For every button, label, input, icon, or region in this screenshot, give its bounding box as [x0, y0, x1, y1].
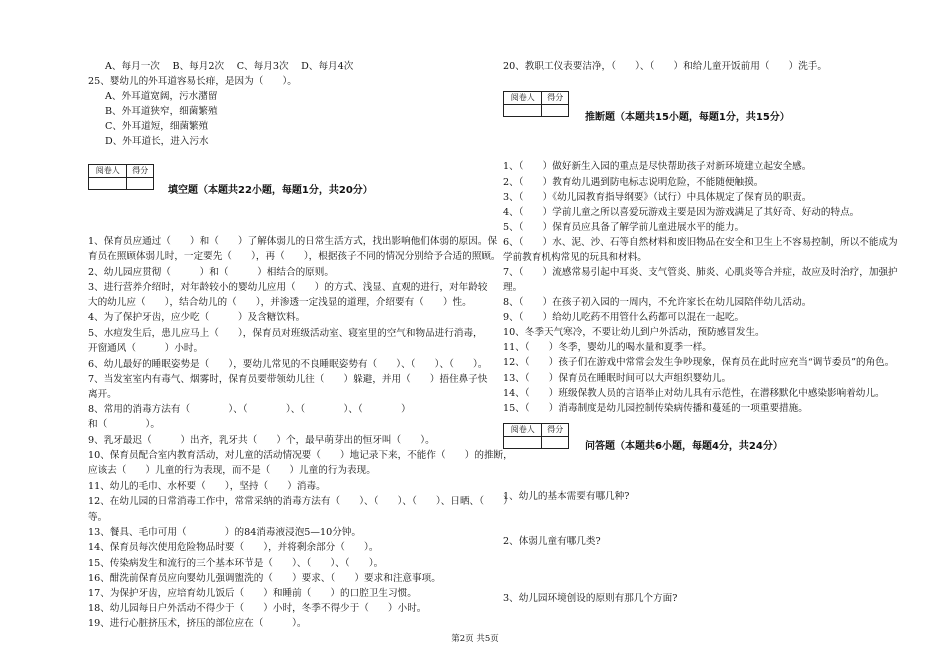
score-box-qa [503, 423, 569, 449]
fill-in-line: 7、当发室室内有毒气、烟雾时，保育员要带领幼儿往（ ）躲避，并用（ ）捂住鼻子快 [88, 374, 488, 385]
fill-in-line: 15、传染病发生和流行的三个基本环节是（ ）、（ ）、（ ）。 [88, 558, 384, 569]
fill-in-line: 9、乳牙最迟（ ）出齐，乳牙共（ ）个，最早萌芽出的恒牙叫（ ）。 [88, 435, 435, 446]
judge-line: 理。 [503, 282, 523, 293]
q24-options: A、每月一次 B、每月2次 C、每月3次 D、每月4次 [105, 61, 354, 72]
fill-in-line: 育员在照顾体弱儿时，一定要先（ ），再（ ），根据孩子不同的情况分别给予合适的照顾。 [88, 251, 501, 262]
fill-in-line: 3、进行营养介绍时，对年龄较小的婴幼儿应用（ ）的方式、浅显、直观的进行，对年龄较 [88, 282, 488, 293]
fill-in-line: 6、幼儿最好的睡眠姿势是（ ），要幼儿常见的不良睡眠姿势有（ ）、（ ）、（ ）。 [88, 359, 488, 370]
judge-line: 7、（ ）流感常易引起中耳炎、支气管炎、肺炎、心肌炎等合并症，故应及时治疗，加强护 [503, 267, 898, 278]
score-box-grader-label: 阅卷人 [504, 424, 542, 436]
fill-in-line: 4、为了保护牙齿，应少吃（ ）及含糖饮料。 [88, 312, 306, 323]
fill-in-line: 和（ ）。 [88, 419, 160, 430]
score-box [88, 164, 154, 190]
fill-in-line: 大的幼儿应（ ），结合幼儿的（ ），并渗透一定浅显的道理，介绍要有（ ）性。 [88, 297, 472, 308]
qa-question-3: 3、幼儿园环境创设的原则有那几个方面? [503, 593, 678, 604]
judge-line: 14、（ ）班级保教人员的言语举止对幼儿具有示范性，在潜移默化中感染影响着幼儿。 [503, 388, 885, 399]
q25-option-b: B、外耳道狭窄，细菌繁殖 [105, 106, 218, 117]
qa-question-1: 1、幼儿的基本需要有哪几种? [503, 491, 630, 502]
score-box-grader-label: 阅卷人 [504, 92, 542, 104]
fill-in-line: 16、酣洗前保育员应向婴幼儿强调盥洗的（ ）要求、（ ）要求和注意事项。 [88, 573, 441, 584]
fill-in-line: 12、在幼儿园的日常消毒工作中，常常采纳的消毒方法有（ ）、（ ）、（ ）、日晒、（ ） [88, 496, 513, 507]
q25-question: 25、婴幼儿的外耳道容易长痱，是因为（ ）。 [88, 76, 297, 87]
judge-line: 11、（ ）冬季，婴幼儿的喝水量和夏季一样。 [503, 342, 712, 353]
judge-line: 1、（ ）做好新生入园的重点是尽快帮助孩子对新环境建立起安全感。 [503, 161, 812, 172]
q25-option-d: D、外耳道长，进入污水 [105, 136, 209, 147]
fill-in-line: 等。 [88, 512, 108, 523]
judge-line: 3、（ ）《幼儿园教育指导纲要》（试行）中具体规定了保育员的职责。 [503, 192, 812, 203]
fill-in-line: 2、幼儿园应贯彻（ ）和（ ）相结合的原则。 [88, 267, 334, 278]
fill-in-line: 13、餐具、毛巾可用（ ）的84消毒液浸泡5—10分钟。 [88, 527, 361, 538]
fill-in-line: 8、常用的消毒方法有（ ）、（ ）、（ ）、（ ） [88, 404, 411, 415]
qa-question-2: 2、体弱儿童有哪几类? [503, 536, 601, 547]
q20-question: 20、教职工仪表要洁净，（ ）、（ ）和给儿童开饭前用（ ）洗手。 [503, 61, 827, 72]
fill-in-line: 19、进行心脏挤压术，挤压的部位应在（ ）。 [88, 618, 307, 629]
fill-in-line: 18、幼儿园每日户外活动不得少于（ ）小时，冬季不得少于（ ）小时。 [88, 603, 427, 614]
score-box-score-cell [542, 437, 568, 449]
judge-line: 12、（ ）孩子们在游戏中常常会发生争吵现象，保育员在此时应充当“调节委员”的角色。 [503, 357, 895, 368]
judge-line: 5、（ ）保育员应具备了解学前儿童进展水平的能力。 [503, 222, 745, 233]
fill-in-line: 5、水痘发生后，患儿应马上（ ），保育员对班级活动室、寝室里的空气和物品进行消毒， [88, 328, 483, 339]
fill-in-line: 开窗通风（ ）小时。 [88, 343, 204, 354]
fill-in-line: 11、幼儿的毛巾、水杯要（ ），坚持（ ）消毒。 [88, 481, 326, 492]
judge-line: 10、冬季天气寒冷，不要让幼儿到户外活动，预防感冒发生。 [503, 327, 765, 338]
judge-line: 9、（ ）给幼儿吃药不用管什么药都可以混在一起吃。 [503, 312, 745, 323]
fill-in-line: 10、保育员配合室内教育活动，对儿童的活动情况要（ ）地记录下来，不能作（ ）的推断， [88, 450, 513, 461]
fill-in-line: 离开。 [88, 389, 117, 400]
score-box-judge [503, 91, 569, 117]
score-box-grader-cell [504, 437, 542, 449]
page-number: 第2页 共5页 [451, 634, 499, 644]
score-box-grader-cell [504, 105, 542, 117]
score-box-grader-cell [89, 178, 127, 190]
judge-line: 学前教育机构常见的玩具和材料。 [503, 252, 647, 263]
judge-line: 6、（ ）水、泥、沙、石等自然材料和废旧物品在安全和卫生上不容易控制，所以不能成为 [503, 237, 898, 248]
q25-option-a: A、外耳道宽阔，污水潴留 [105, 91, 218, 102]
fill-in-line: 14、保育员每次使用危险物品时要（ ），并将剩余部分（ ）。 [88, 542, 379, 553]
judge-line: 8、（ ）在孩子初入园的一周内，不允许家长在幼儿园陪伴幼儿活动。 [503, 297, 812, 308]
score-box-score-label: 得分 [547, 425, 564, 434]
fill-in-line: 应该去（ ）儿童的行为表现，而不是（ ）儿童的行为表现。 [88, 465, 376, 476]
q25-option-c: C、外耳道短，细菌繁殖 [105, 121, 209, 132]
score-box-score-cell [127, 178, 153, 190]
judge-line: 13、（ ）保育员在睡眠时间可以大声组织婴幼儿。 [503, 373, 732, 384]
score-box-grader-label: 阅卷人 [89, 165, 127, 177]
fill-in-line: 17、为保护牙齿，应培育幼儿饭后（ ）和睡前（ ）的口腔卫生习惯。 [88, 588, 417, 599]
score-box-score-cell [542, 105, 568, 117]
score-box-score-label: 得分 [132, 166, 149, 175]
judge-line: 4、（ ）学前儿童之所以喜爱玩游戏主要是因为游戏满足了其好奇、好动的特点。 [503, 207, 860, 218]
judge-line: 2、（ ）教育幼儿遇到防电标志说明危险，不能随便触摸。 [503, 177, 764, 188]
score-box-score-label: 得分 [547, 93, 564, 102]
section-title-fill-in: 填空题（本题共22小题，每题1分，共20分） [168, 185, 373, 196]
section-title-qa: 问答题（本题共6小题，每题4分，共24分） [585, 441, 783, 452]
judge-line: 15、（ ）消毒制度是幼儿园控制传染病传播和蔓延的一项重要措施。 [503, 403, 808, 414]
fill-in-line: 1、保育员应通过（ ）和（ ）了解体弱儿的日常生活方式，找出影响他们体弱的原因。保 [88, 236, 498, 247]
section-title-judge: 推断题（本题共15小题，每题1分，共15分） [585, 112, 790, 123]
